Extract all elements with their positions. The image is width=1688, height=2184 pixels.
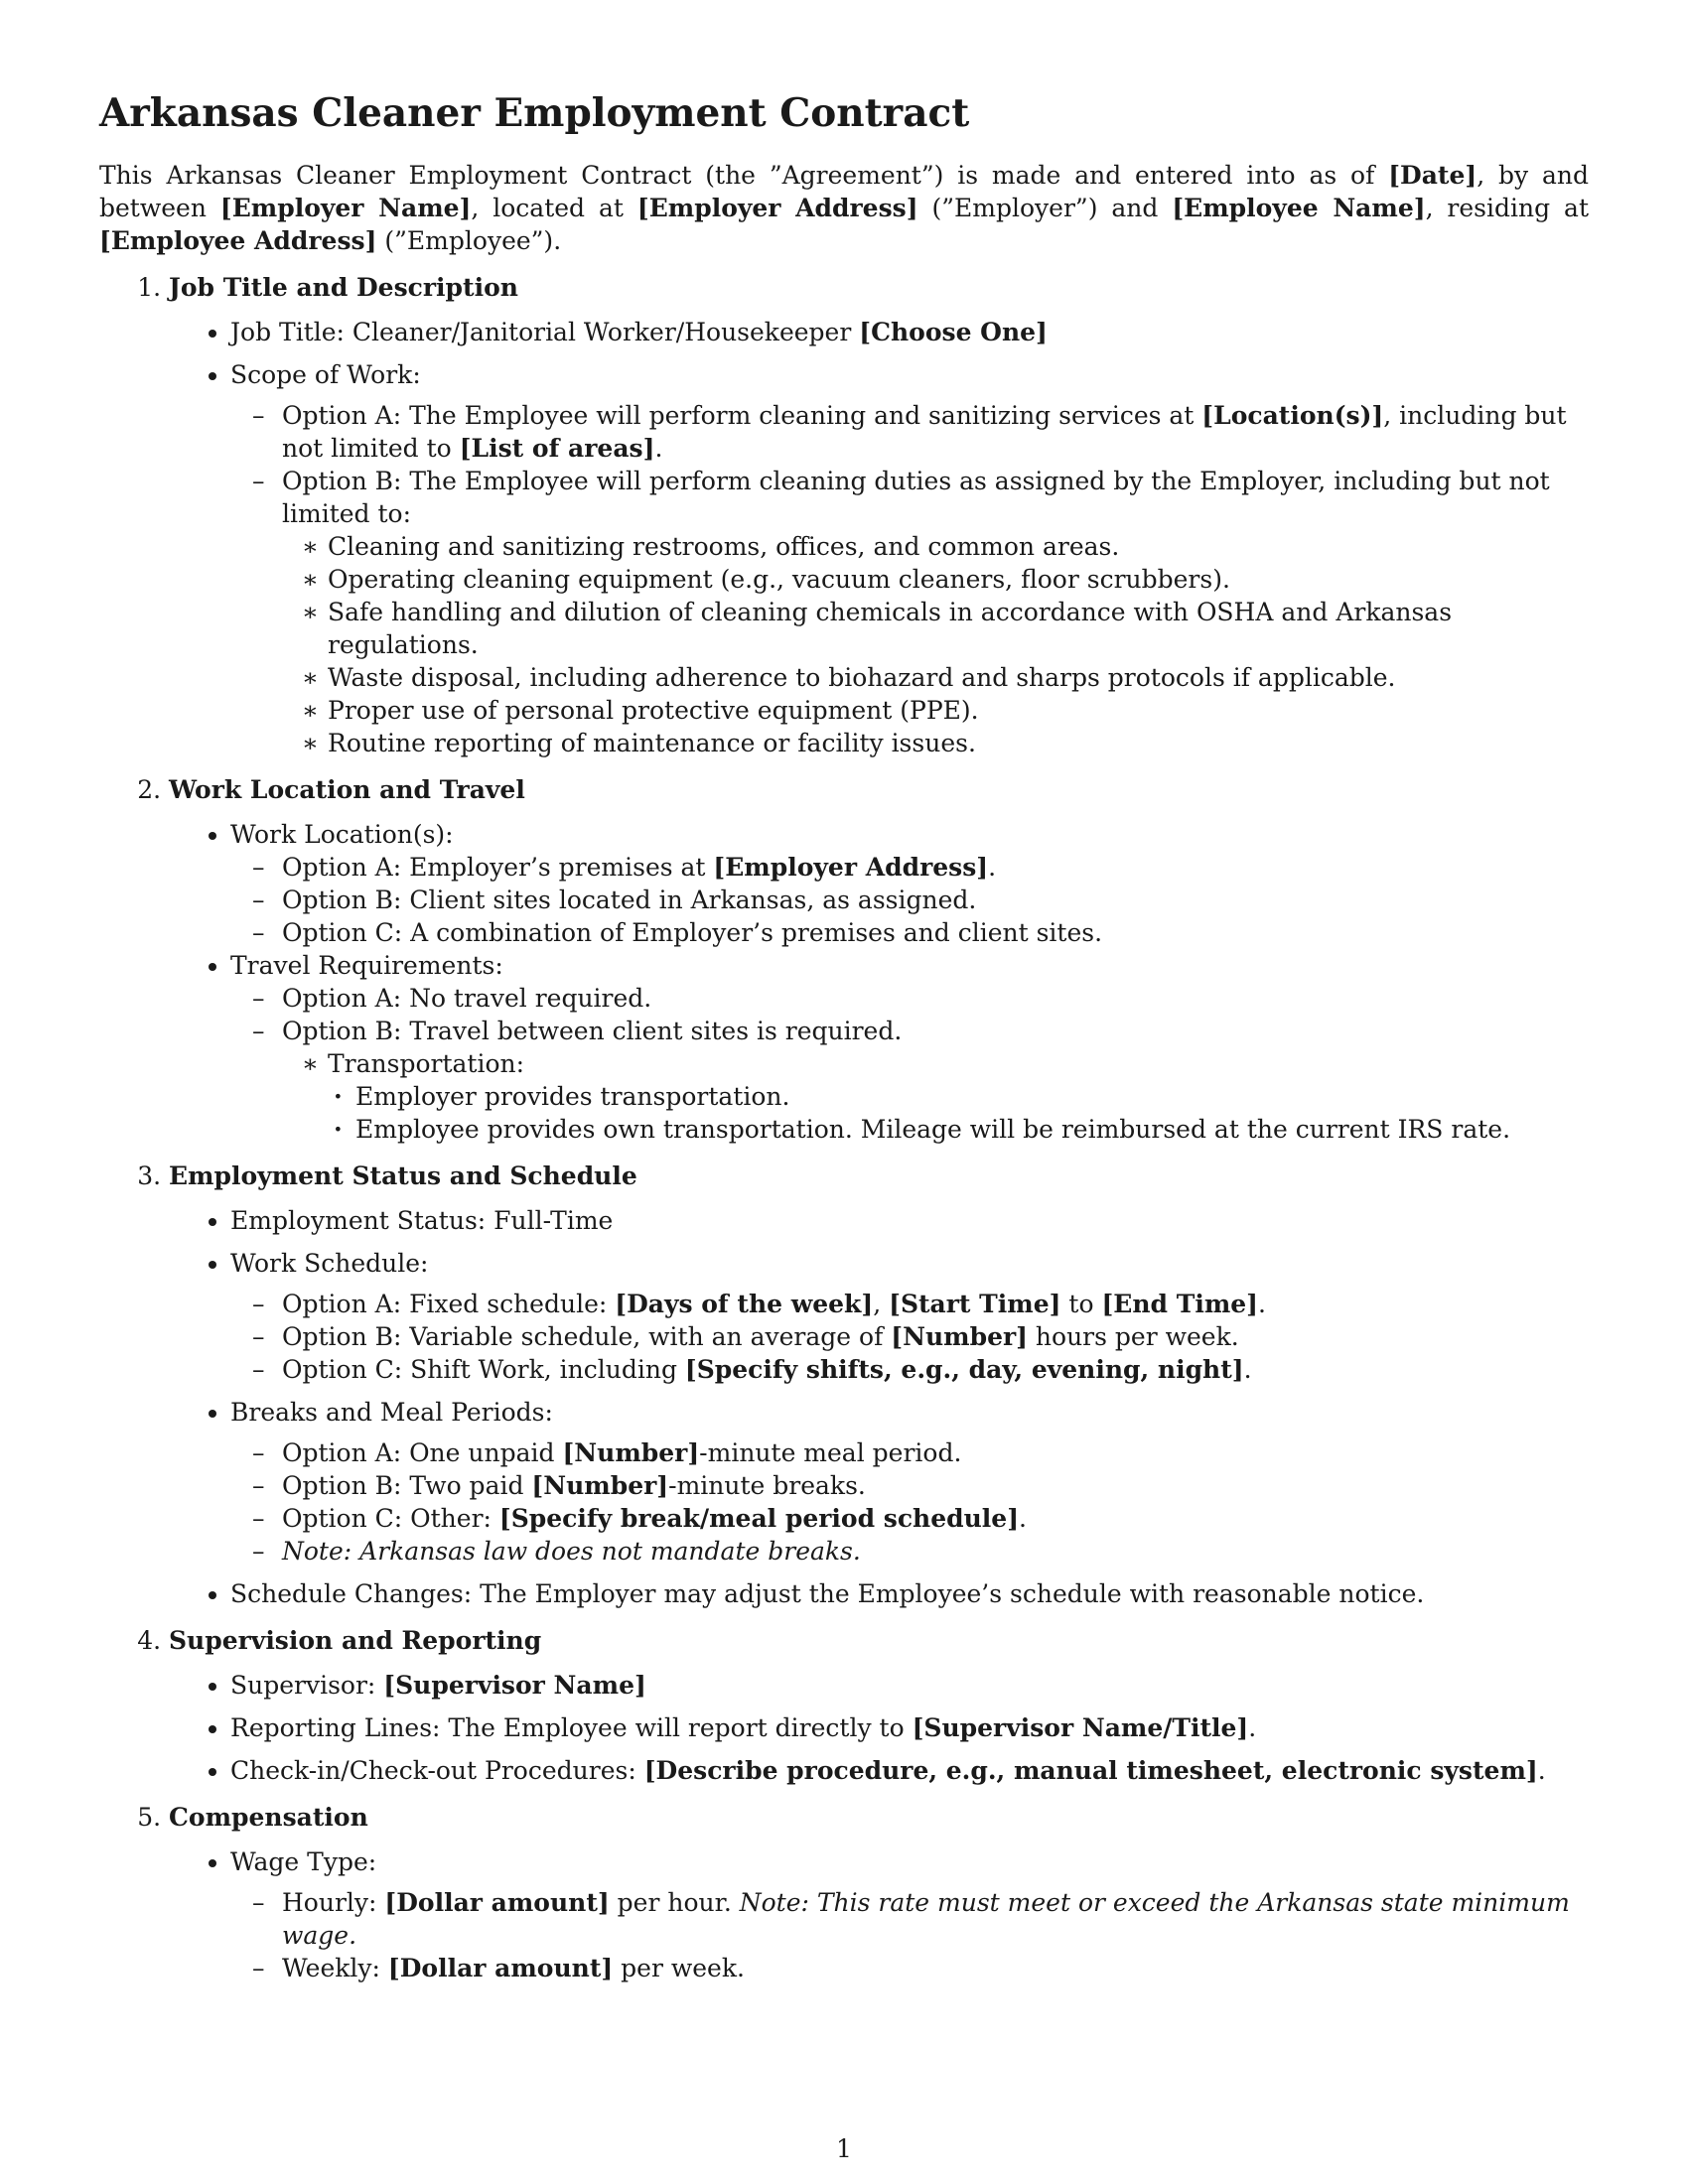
choose-one-placeholder: [Choose One] [859,318,1048,346]
areas-placeholder: [List of areas] [459,434,655,463]
schedule-options [230,1288,1589,1386]
intro-text: , residing at [1425,194,1589,222]
location-options [230,851,1589,949]
item-text: Travel Requirements: [230,951,503,980]
transport-list [282,1047,1589,1146]
list-item [230,1396,1589,1568]
item-text: Option A: Fixed schedule: [282,1290,616,1318]
list-item [282,851,1589,884]
item-text: Work Location(s): [230,820,454,849]
section-compensation [169,1801,1589,1984]
list-item: · Employer provides transportation. [355,1080,1589,1113]
break-options [230,1436,1589,1568]
list-item [282,1288,1589,1320]
list-item [282,1469,1589,1502]
list-item [230,316,1589,348]
dollar-amount-placeholder: [Dollar amount] [384,1888,610,1917]
duty-item: ∗ Proper use of personal protective equipment (PPE). [328,694,1589,727]
intro-text: , by and between [99,161,1589,222]
list-item [282,399,1589,465]
list-item [282,1436,1589,1469]
item-text: Job Title: Cleaner/Janitorial Worker/Housekeeper [230,318,860,346]
employer-address-placeholder: [Employer Address] [713,853,989,882]
list-item [282,465,1589,759]
duty-item: ∗ Waste disposal, including adherence to biohazard and sharps protocols if applicable. [328,661,1589,694]
employee-address-placeholder: [Employee Address] [99,226,377,255]
item-text: . [1248,1713,1257,1742]
item-text: Weekly: [282,1954,388,1982]
supervisor-name-placeholder: [Supervisor Name] [383,1671,646,1700]
item-text: Work Schedule: [230,1249,429,1278]
wage-options [230,1886,1589,1984]
intro-text: This Arkansas Cleaner Employment Contract (the ”Agreement”) is made and entered into as of [99,161,1389,190]
list-item [230,1711,1589,1744]
intro-paragraph [99,159,1589,257]
list-item [230,1669,1589,1702]
item-text: -minute meal period. [699,1438,962,1467]
section-job-title [169,271,1589,759]
item-text: , [873,1290,890,1318]
list-item: · Employee provides own transportation. Mileage will be reimbursed at the current IRS rate. [355,1113,1589,1146]
list-item [230,1754,1589,1787]
transport-options [328,1080,1589,1146]
employer-address-placeholder: [Employer Address] [636,194,918,222]
item-text: Hourly: [282,1888,385,1917]
item-text: Option C: Shift Work, including [282,1355,685,1384]
item-text: Option A: The Employee will perform cleaning and sanitizing services at [282,401,1202,430]
locations-placeholder: [Location(s)] [1201,401,1384,430]
scope-options [230,399,1589,759]
item-text: per week. [613,1954,745,1982]
travel-options [230,982,1589,1146]
contract-page [99,89,1589,1998]
list-item [282,1502,1589,1535]
list-item: – Option A: No travel required. [282,982,1589,1015]
number-placeholder: [Number] [531,1471,669,1500]
item-text: Reporting Lines: The Employee will report directly to [230,1713,913,1742]
procedure-placeholder: [Describe procedure, e.g., manual timesheet, electronic system] [643,1756,1538,1785]
days-placeholder: [Days of the week] [615,1290,874,1318]
item-text: . [654,434,663,463]
list-item [282,1952,1589,1984]
section-title: 5. Compensation [169,1803,368,1832]
duties-list [282,530,1589,759]
list-item [230,949,1589,1146]
item-text: . [1019,1504,1027,1533]
item-text: Transportation: [328,1049,525,1078]
intro-text: (”Employee”). [376,226,562,255]
item-text: hours per week. [1027,1322,1239,1351]
item-text: Option B: Travel between client sites is required. [282,1017,903,1045]
list-item: – Option B: Client sites located in Arkansas, as assigned. [282,884,1589,916]
number-placeholder: [Number] [562,1438,700,1467]
section-work-location [169,773,1589,1146]
item-text: Option A: One unpaid [282,1438,563,1467]
duty-item: ∗ Routine reporting of maintenance or facility issues. [328,727,1589,759]
list-item [282,1535,1589,1568]
list-item [282,1320,1589,1353]
item-text: Option B: Two paid [282,1471,532,1500]
list-item: – Option C: A combination of Employer’s premises and client sites. [282,916,1589,949]
list-item [282,1015,1589,1146]
list-item: • Employment Status: Full-Time [230,1204,1589,1237]
break-schedule-placeholder: [Specify break/meal period schedule] [498,1504,1020,1533]
duty-item: ∗ Operating cleaning equipment (e.g., vacuum cleaners, floor scrubbers). [328,563,1589,596]
item-text: Wage Type: [230,1847,377,1876]
page-number: 1 [836,2134,852,2163]
contract-sections [99,271,1589,1984]
list-item [230,1845,1589,1984]
item-text: per hour. [609,1888,740,1917]
list-item [282,1886,1589,1952]
item-text: Breaks and Meal Periods: [230,1398,553,1427]
list-item: • Schedule Changes: The Employer may adjust the Employee’s schedule with reasonable notice. [230,1577,1589,1610]
intro-text: (”Employer”) and [917,194,1173,222]
section-employment-status [169,1160,1589,1610]
item-text: . [1258,1290,1266,1318]
section-supervision [169,1624,1589,1787]
item-text: Check-in/Check-out Procedures: [230,1756,644,1785]
employer-name-placeholder: [Employer Name] [219,194,472,222]
list-item [230,1247,1589,1386]
item-text: . [988,853,997,882]
item-text: Supervisor: [230,1671,384,1700]
item-text: . [1243,1355,1252,1384]
item-text: -minute breaks. [668,1471,866,1500]
note-text: Note: This rate must meet or exceed the Arkansas state minimum wage. [282,1888,1570,1950]
document-title: Arkansas Cleaner Employment Contract [99,90,970,136]
item-text: Option B: Variable schedule, with an average of [282,1322,892,1351]
dollar-amount-placeholder: [Dollar amount] [387,1954,614,1982]
list-item [230,818,1589,949]
note-text: Note: Arkansas law does not mandate breaks. [282,1537,861,1566]
list-item [230,358,1589,759]
date-placeholder: [Date] [1388,161,1477,190]
supervisor-title-placeholder: [Supervisor Name/Title] [912,1713,1249,1742]
number-placeholder: [Number] [891,1322,1028,1351]
end-time-placeholder: [End Time] [1101,1290,1259,1318]
item-text: Option C: Other: [282,1504,499,1533]
list-item [282,1353,1589,1386]
start-time-placeholder: [Start Time] [889,1290,1061,1318]
intro-text: , located at [471,194,637,222]
employee-name-placeholder: [Employee Name] [1172,194,1426,222]
item-text: . [1537,1756,1546,1785]
section-title: 3. Employment Status and Schedule [169,1161,637,1190]
section-title: 1. Job Title and Description [169,273,518,302]
item-text: to [1060,1290,1102,1318]
section-title: 2. Work Location and Travel [169,775,525,804]
item-text: Option B: The Employee will perform cleaning duties as assigned by the Employer, including but not limited to: [282,467,1550,528]
item-text: , including but not limited to [282,401,1567,463]
section-title: 4. Supervision and Reporting [169,1626,542,1655]
duty-item: ∗ Safe handling and dilution of cleaning chemicals in accordance with OSHA and Arkansas regulations. [328,596,1589,661]
shifts-placeholder: [Specify shifts, e.g., day, evening, night] [684,1355,1244,1384]
item-text: Scope of Work: [230,360,421,389]
list-item [328,1047,1589,1146]
item-text: Option A: Employer’s premises at [282,853,714,882]
duty-item: ∗ Cleaning and sanitizing restrooms, offices, and common areas. [328,530,1589,563]
